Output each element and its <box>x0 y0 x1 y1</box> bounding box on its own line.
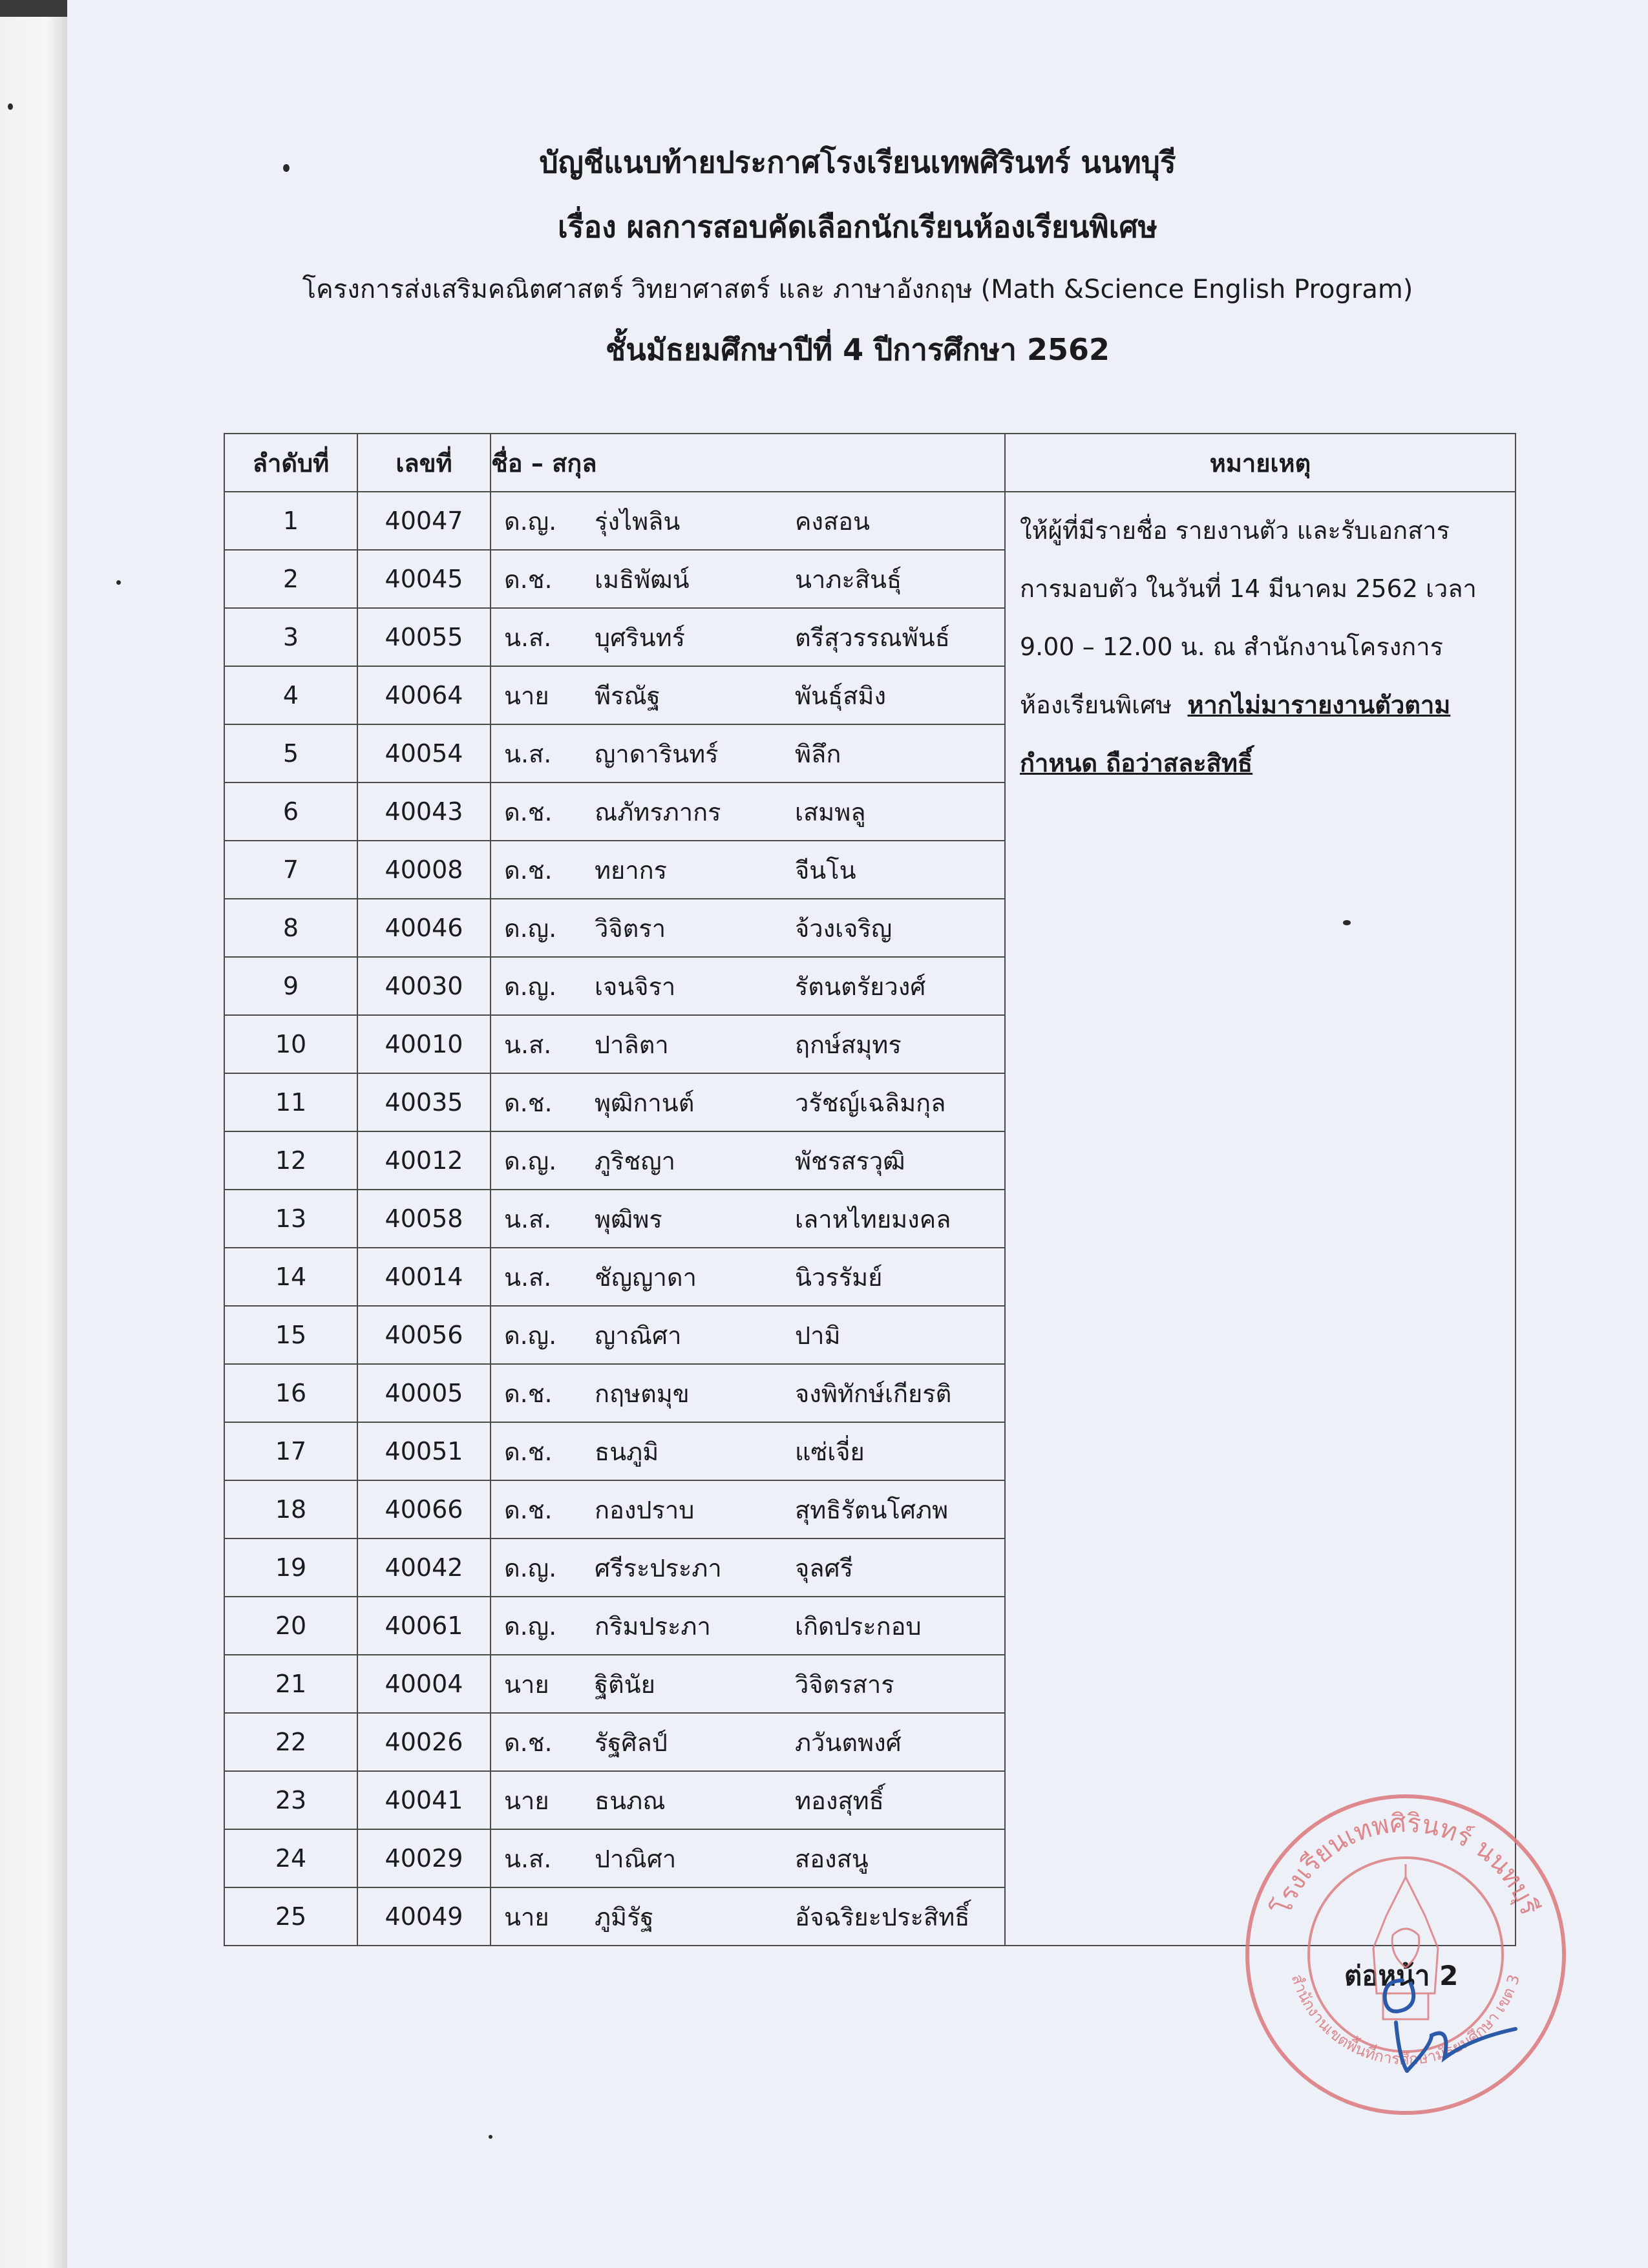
cell-seq: 19 <box>224 1538 357 1597</box>
cell-name <box>491 1364 1005 1422</box>
cell-seq: 12 <box>224 1131 357 1190</box>
name-last: รัตนตรัยวงศ์ <box>795 972 926 1001</box>
note-plain: ห้องเรียนพิเศษ <box>1020 691 1172 719</box>
name-last: วิจิตรสาร <box>795 1670 894 1699</box>
cell-name <box>491 608 1005 666</box>
name-last: จุลศรี <box>795 1553 854 1582</box>
name-last: เสมพลู <box>795 797 866 826</box>
name-prefix: ด.ช. <box>504 1088 553 1117</box>
cell-seq: 23 <box>224 1771 357 1829</box>
stamp-inner-ring <box>1309 1858 1503 2052</box>
note-line <box>1020 676 1503 734</box>
name-prefix: ด.ญ. <box>504 1612 557 1641</box>
name-first: ปาลิตา <box>595 1030 669 1059</box>
cell-name <box>491 666 1005 724</box>
name-last: จ้วงเจริญ <box>795 914 893 943</box>
cell-id: 40058 <box>357 1190 491 1248</box>
cell-seq: 14 <box>224 1248 357 1306</box>
cell-name <box>491 1131 1005 1190</box>
cell-seq: 4 <box>224 666 357 724</box>
name-last: พิลึก <box>795 739 841 768</box>
name-prefix: นาย <box>504 681 549 710</box>
cell-id: 40012 <box>357 1131 491 1190</box>
cell-name <box>491 1073 1005 1131</box>
cell-id: 40054 <box>357 724 491 782</box>
name-first: พุฒิพร <box>595 1204 662 1234</box>
name-prefix: ด.ช. <box>504 1437 553 1466</box>
name-prefix: ด.ญ. <box>504 1146 557 1175</box>
name-first: รัฐศิลป์ <box>595 1728 668 1757</box>
cell-seq: 2 <box>224 550 357 608</box>
name-prefix: ด.ญ. <box>504 914 557 943</box>
name-last: ฤกษ์สมุทร <box>795 1030 902 1059</box>
name-last: แซ่เจี่ย <box>795 1437 865 1466</box>
cell-seq: 21 <box>224 1655 357 1713</box>
name-first: ปาณิศา <box>595 1844 677 1873</box>
name-first: ชัญญาดา <box>595 1263 697 1292</box>
cell-id: 40045 <box>357 550 491 608</box>
doc-title-line1: บัญชีแนบท้ายประกาศโรงเรียนเทพศิรินทร์ นนทบุรี <box>539 145 1176 180</box>
cell-seq: 16 <box>224 1364 357 1422</box>
cell-seq: 9 <box>224 957 357 1015</box>
cell-note <box>1005 492 1516 1946</box>
name-prefix: ด.ช. <box>504 1728 553 1757</box>
cell-seq: 17 <box>224 1422 357 1480</box>
cell-id: 40061 <box>357 1597 491 1655</box>
name-last: จีนโน <box>795 856 856 885</box>
cell-id: 40041 <box>357 1771 491 1829</box>
cell-id: 40043 <box>357 782 491 841</box>
cell-seq: 22 <box>224 1713 357 1771</box>
name-first: ทยากร <box>595 856 668 885</box>
cell-name <box>491 1306 1005 1364</box>
cell-seq: 15 <box>224 1306 357 1364</box>
header-seq: ลำดับที่ <box>224 434 357 492</box>
name-prefix: ด.ญ. <box>504 972 557 1001</box>
name-prefix: นาย <box>504 1786 549 1815</box>
cell-seq: 3 <box>224 608 357 666</box>
note-warning: หากไม่มารายงานตัวตาม <box>1187 691 1451 719</box>
name-last: สองสนู <box>795 1844 869 1873</box>
note-line: 9.00 – 12.00 น. ณ สำนักงานโครงการ <box>1020 633 1444 661</box>
cell-name <box>491 724 1005 782</box>
table-header-row <box>224 434 1516 492</box>
name-prefix: ด.ญ. <box>504 507 557 536</box>
name-prefix: น.ส. <box>504 623 552 652</box>
note-line: การมอบตัว ในวันที่ 14 มีนาคม 2562 เวลา <box>1020 574 1477 603</box>
cell-id: 40046 <box>357 899 491 957</box>
stamp-bottom-text: สำนักงานเขตพื้นที่การศึกษามัธยมศึกษา เขต 3 <box>1287 1971 1524 2069</box>
note-line <box>1020 734 1503 792</box>
scan-speck <box>283 164 290 172</box>
name-prefix: น.ส. <box>504 1844 552 1873</box>
name-first: กองปราบ <box>595 1495 695 1524</box>
cell-id: 40029 <box>357 1829 491 1887</box>
cell-id: 40004 <box>357 1655 491 1713</box>
name-first: พีรณัฐ <box>595 681 660 710</box>
cell-name <box>491 1597 1005 1655</box>
doc-title-line2: เรื่อง ผลการสอบคัดเลือกนักเรียนห้องเรียนพิเศษ <box>558 209 1157 244</box>
cell-name <box>491 1887 1005 1946</box>
name-last: นิวรรัมย์ <box>795 1263 883 1292</box>
cell-seq: 7 <box>224 841 357 899</box>
cell-id: 40010 <box>357 1015 491 1073</box>
name-last: เกิดประกอบ <box>795 1612 922 1641</box>
cell-name <box>491 1015 1005 1073</box>
name-prefix: นาย <box>504 1902 549 1931</box>
cell-id: 40049 <box>357 1887 491 1946</box>
name-last: สุทธิรัตนโศภพ <box>795 1495 949 1524</box>
name-prefix: ด.ช. <box>504 565 553 594</box>
name-last: เลาหไทยมงคล <box>795 1204 951 1234</box>
name-first: ศรีระประภา <box>595 1553 722 1582</box>
cell-id: 40056 <box>357 1306 491 1364</box>
cell-seq: 10 <box>224 1015 357 1073</box>
cell-id: 40047 <box>357 492 491 550</box>
name-prefix: ด.ญ. <box>504 1553 557 1582</box>
cell-id: 40030 <box>357 957 491 1015</box>
name-last: พัชรสรวุฒิ <box>795 1146 905 1175</box>
name-prefix: นาย <box>504 1670 549 1699</box>
cell-name <box>491 1655 1005 1713</box>
name-first: ญาดารินทร์ <box>595 739 719 768</box>
name-last: ปามิ <box>795 1321 841 1350</box>
cell-id: 40066 <box>357 1480 491 1538</box>
continue-next-page: ต่อหน้า 2 <box>1344 1960 1459 1991</box>
cell-seq: 5 <box>224 724 357 782</box>
cell-name <box>491 1190 1005 1248</box>
name-last: ภวันตพงศ์ <box>795 1728 902 1757</box>
cell-seq: 8 <box>224 899 357 957</box>
cell-id: 40008 <box>357 841 491 899</box>
doc-title-line3: โครงการส่งเสริมคณิตศาสตร์ วิทยาศาสตร์ และ ภาษาอังกฤษ (Math &Science English Program) <box>302 275 1413 304</box>
name-prefix: น.ส. <box>504 739 552 768</box>
name-first: ณภัทรภากร <box>595 797 721 826</box>
scan-edge-left <box>0 0 67 2268</box>
name-first: รุ่งไพลิน <box>595 507 681 536</box>
cell-name <box>491 1771 1005 1829</box>
cell-seq: 20 <box>224 1597 357 1655</box>
cell-name <box>491 1829 1005 1887</box>
cell-id: 40055 <box>357 608 491 666</box>
name-first: พุฒิกานต์ <box>595 1088 695 1117</box>
cell-name <box>491 1422 1005 1480</box>
name-first: กริมประภา <box>595 1612 711 1641</box>
name-prefix: น.ส. <box>504 1030 552 1059</box>
scan-speck <box>1343 920 1351 925</box>
cell-id: 40064 <box>357 666 491 724</box>
cell-name <box>491 1248 1005 1306</box>
cell-id: 40005 <box>357 1364 491 1422</box>
cell-name <box>491 841 1005 899</box>
cell-id: 40051 <box>357 1422 491 1480</box>
name-first: ภูริชญา <box>595 1146 675 1175</box>
header-id: เลขที่ <box>357 434 491 492</box>
name-last: อัจฉริยะประสิทธิ์ <box>795 1902 970 1931</box>
cell-name <box>491 957 1005 1015</box>
school-seal-stamp <box>1238 1787 1574 2123</box>
name-prefix: ด.ช. <box>504 856 553 885</box>
name-last: ทองสุทธิ์ <box>795 1786 884 1815</box>
name-prefix: ด.ช. <box>504 797 553 826</box>
name-first: ฐิตินัย <box>595 1670 655 1699</box>
scan-edge-top <box>0 0 67 17</box>
name-first: ธนภูมิ <box>595 1437 659 1466</box>
cell-id: 40026 <box>357 1713 491 1771</box>
name-first: เจนจิรา <box>595 972 676 1001</box>
cell-seq: 25 <box>224 1887 357 1946</box>
header-note: หมายเหตุ <box>1005 434 1516 492</box>
scan-speck <box>8 103 13 110</box>
name-first: วิจิตรา <box>595 914 666 943</box>
name-last: จงพิทักษ์เกียรติ <box>795 1379 952 1408</box>
name-first: ญาณิศา <box>595 1321 682 1350</box>
stamp-top-text: โรงเรียนเทพศิรินทร์ นนทบุรี <box>1267 1808 1545 1919</box>
cell-name <box>491 782 1005 841</box>
name-first: กฤษตมุข <box>595 1379 690 1408</box>
results-table <box>224 433 1516 1946</box>
name-prefix: น.ส. <box>504 1204 552 1234</box>
cell-seq: 1 <box>224 492 357 550</box>
cell-name <box>491 1480 1005 1538</box>
name-last: ตรีสุวรรณพันธ์ <box>795 623 950 652</box>
header-name: ชื่อ – สกุล <box>491 434 1005 492</box>
scan-speck <box>489 2135 492 2139</box>
cell-id: 40035 <box>357 1073 491 1131</box>
cell-seq: 6 <box>224 782 357 841</box>
doc-title-line4: ชั้นมัธยมศึกษาปีที่ 4 ปีการศึกษา 2562 <box>606 332 1110 367</box>
cell-seq: 11 <box>224 1073 357 1131</box>
cell-seq: 13 <box>224 1190 357 1248</box>
note-text <box>1006 492 1515 792</box>
cell-seq: 24 <box>224 1829 357 1887</box>
name-prefix: น.ส. <box>504 1263 552 1292</box>
name-prefix: ด.ญ. <box>504 1321 557 1350</box>
cell-seq: 18 <box>224 1480 357 1538</box>
name-first: ภูมิรัฐ <box>595 1902 654 1931</box>
cell-name <box>491 550 1005 608</box>
name-last: วรัชญ์เฉลิมกุล <box>795 1088 946 1117</box>
name-first: บุศรินทร์ <box>595 623 686 652</box>
cell-name <box>491 1713 1005 1771</box>
name-prefix: ด.ช. <box>504 1379 553 1408</box>
cell-name <box>491 492 1005 550</box>
name-last: คงสอน <box>795 507 870 536</box>
cell-id: 40042 <box>357 1538 491 1597</box>
name-last: นาภะสินธุ์ <box>795 565 902 594</box>
name-prefix: ด.ช. <box>504 1495 553 1524</box>
name-last: พันธุ์สมิง <box>795 681 887 710</box>
scan-speck <box>116 580 121 585</box>
cell-name <box>491 899 1005 957</box>
table-row <box>224 492 1516 550</box>
name-first: เมธิพัฒน์ <box>595 565 690 594</box>
name-first: ธนภณ <box>595 1786 666 1815</box>
cell-id: 40014 <box>357 1248 491 1306</box>
note-line: ให้ผู้ที่มีรายชื่อ รายงานตัว และรับเอกสาร <box>1020 516 1450 545</box>
cell-name <box>491 1538 1005 1597</box>
note-warning: กำหนด ถือว่าสละสิทธิ์ <box>1020 749 1253 777</box>
